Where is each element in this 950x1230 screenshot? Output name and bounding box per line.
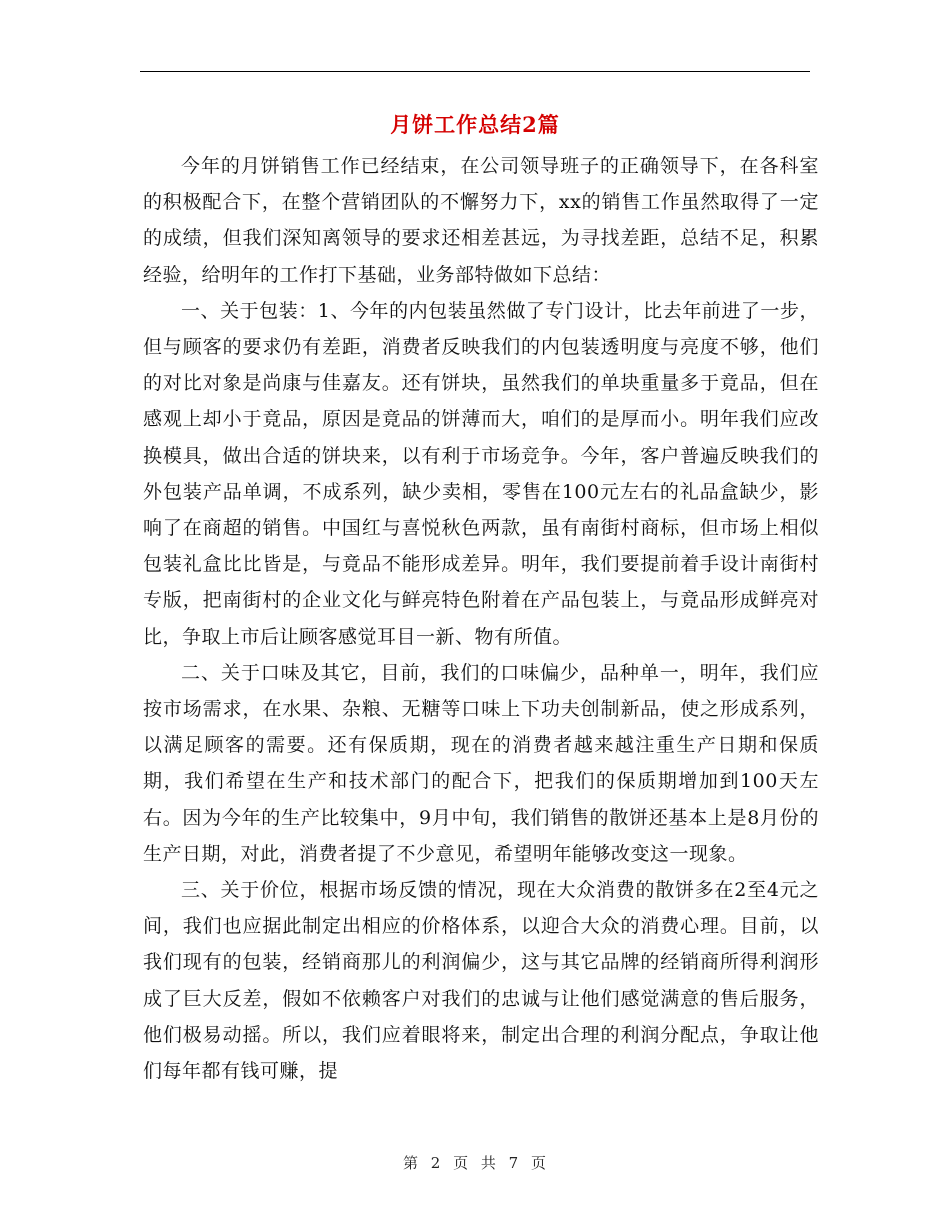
paragraph-price: 三、关于价位，根据市场反馈的情况，现在大众消费的散饼多在2至4元之间，我们也应据此制定出相应的价格体系，以迎合大众的消费心理。目前，以我们现有的包装，经销商那儿的利润偏少，这与其它品牌的经销商所得利润形成了巨大反差，假如不依赖客户对我们的忠诚与让他们感觉满意的售后服务，他们极易动摇。所以，我们应着眼将来，制定出合理的利润分配点，争取让他们每年都有钱可赚，提 [143, 879, 819, 1083]
document-body [143, 148, 819, 1089]
paragraph-intro: 今年的月饼销售工作已经结束，在公司领导班子的正确领导下，在各科室的积极配合下，在整个营销团队的不懈努力下，xx的销售工作虽然取得了一定的成绩，但我们深知离领导的要求还相差甚远，为寻找差距，总结不足，积累经验，给明年的工作打下基础，业务部特做如下总结： [143, 155, 819, 286]
document-title: 月饼工作总结2篇 [390, 112, 560, 137]
paragraph-packaging: 一、关于包装：1、今年的内包装虽然做了专门设计，比去年前进了一步，但与顾客的要求仍有差距，消费者反映我们的内包装透明度与亮度不够，他们的对比对象是尚康与佳嘉友。还有饼块，虽然我们的单块重量多于竟品，但在感观上却小于竟品，原因是竟品的饼薄而大，咱们的是厚而小。明年我们应改换模具，做出合适的饼块来，以有利于市场竞争。今年，客户普遍反映我们的外包装产品单调，不成系列，缺少卖相，零售在100元左右的礼品盒缺少，影响了在商超的销售。中国红与喜悦秋色两款，虽有南街村商标，但市场上相似包装礼盒比比皆是，与竟品不能形成差异。明年，我们要提前着手设计南街村专版，把南街村的企业文化与鲜亮特色附着在产品包装上，与竟品形成鲜亮对比，争取上市后让顾客感觉耳目一新、物有所值。 [143, 299, 819, 648]
header-rule [140, 71, 810, 72]
paragraph-flavor: 二、关于口味及其它，目前，我们的口味偏少，品种单一，明年，我们应按市场需求，在水果、杂粮、无糖等口味上下功夫创制新品，使之形成系列，以满足顾客的需要。还有保质期，现在的消费者越来越注重生产日期和保质期，我们希望在生产和技术部门的配合下，把我们的保质期增加到100天左右。因为今年的生产比较集中，9月中旬，我们销售的散饼还基本上是8月份的生产日期，对此，消费者提了不少意见，希望明年能够改变这一现象。 [143, 661, 819, 865]
page-number: 第 2 页 共 7 页 [403, 1154, 547, 1172]
